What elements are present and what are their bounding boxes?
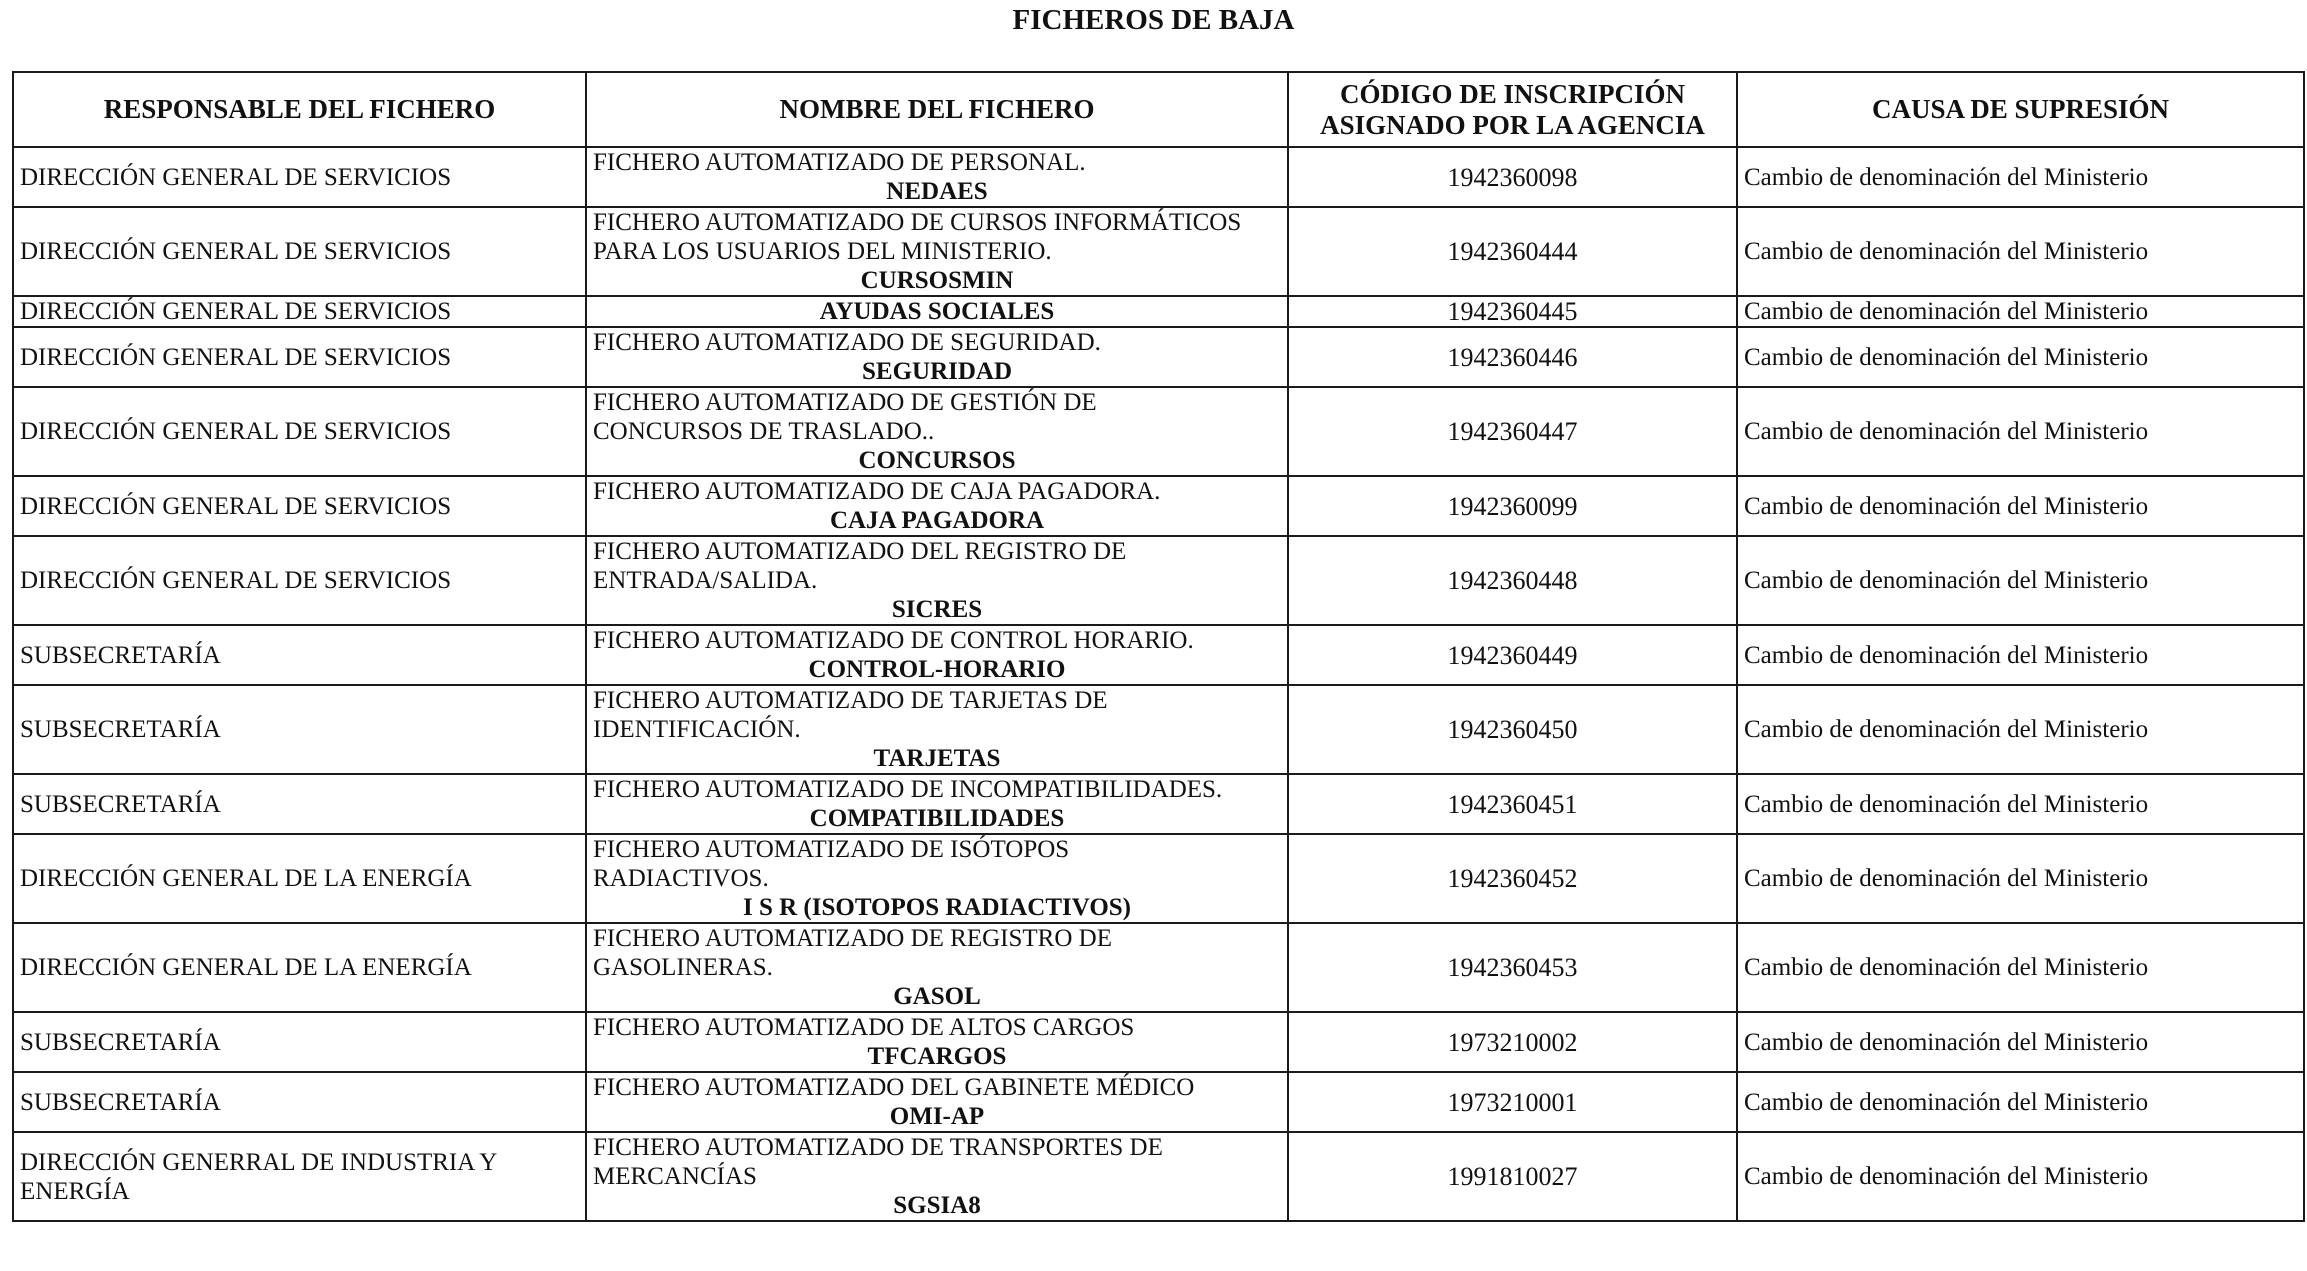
nombre-abreviatura: COMPATIBILIDADES xyxy=(809,805,1065,832)
cell-responsable: SUBSECRETARÍA xyxy=(13,1072,586,1132)
nombre-text: FICHERO AUTOMATIZADO DEL GABINETE MÉDICO xyxy=(593,1074,1195,1101)
cell-nombre xyxy=(586,327,1288,387)
nombre-abreviatura: OMI-AP xyxy=(889,1103,985,1130)
cell-responsable: SUBSECRETARÍA xyxy=(13,685,586,774)
cell-nombre xyxy=(586,625,1288,685)
cell-causa: Cambio de denominación del Ministerio xyxy=(1737,476,2304,536)
cell-nombre xyxy=(586,1132,1288,1221)
nombre-text: FICHERO AUTOMATIZADO DE INCOMPATIBILIDADES. xyxy=(593,776,1223,803)
table-row xyxy=(13,1072,2304,1132)
nombre-abreviatura: SGSIA8 xyxy=(893,1192,981,1219)
nombre-abreviatura: I S R (ISOTOPOS RADIACTIVOS) xyxy=(742,894,1131,921)
table-row xyxy=(13,625,2304,685)
cell-responsable: DIRECCIÓN GENERAL DE SERVICIOS xyxy=(13,387,586,476)
table-row xyxy=(13,923,2304,1012)
page-title: FICHEROS DE BAJA xyxy=(1012,4,1295,36)
table-row xyxy=(13,536,2304,625)
cell-causa: Cambio de denominación del Ministerio xyxy=(1737,1012,2304,1072)
cell-responsable: DIRECCIÓN GENERAL DE SERVICIOS xyxy=(13,296,586,327)
cell-causa: Cambio de denominación del Ministerio xyxy=(1737,625,2304,685)
cell-nombre xyxy=(586,296,1288,327)
table-row xyxy=(13,1012,2304,1072)
cell-responsable: DIRECCIÓN GENERAL DE SERVICIOS xyxy=(13,476,586,536)
cell-codigo: 1973210001 xyxy=(1288,1072,1737,1132)
table-row xyxy=(13,834,2304,923)
cell-codigo: 1942360445 xyxy=(1288,296,1737,327)
cell-causa: Cambio de denominación del Ministerio xyxy=(1737,685,2304,774)
header-row xyxy=(13,72,2304,147)
cell-codigo: 1942360453 xyxy=(1288,923,1737,1012)
nombre-abreviatura: CONCURSOS xyxy=(858,447,1016,474)
cell-causa: Cambio de denominación del Ministerio xyxy=(1737,387,2304,476)
nombre-abreviatura: CURSOSMIN xyxy=(860,267,1014,294)
cell-responsable: SUBSECRETARÍA xyxy=(13,1012,586,1072)
cell-causa: Cambio de denominación del Ministerio xyxy=(1737,536,2304,625)
cell-nombre xyxy=(586,207,1288,296)
cell-responsable: SUBSECRETARÍA xyxy=(13,774,586,834)
nombre-abreviatura: TFCARGOS xyxy=(867,1043,1007,1070)
cell-codigo: 1942360446 xyxy=(1288,327,1737,387)
header-causa: CAUSA DE SUPRESIÓN xyxy=(1737,72,2304,147)
nombre-abreviatura: NEDAES xyxy=(886,178,988,205)
nombre-abreviatura: CAJA PAGADORA xyxy=(829,507,1045,534)
cell-nombre xyxy=(586,923,1288,1012)
files-table xyxy=(12,71,2305,1222)
cell-codigo: 1942360447 xyxy=(1288,387,1737,476)
header-nombre: NOMBRE DEL FICHERO xyxy=(586,72,1288,147)
cell-codigo: 1942360450 xyxy=(1288,685,1737,774)
cell-causa: Cambio de denominación del Ministerio xyxy=(1737,147,2304,207)
cell-nombre xyxy=(586,476,1288,536)
cell-codigo: 1942360452 xyxy=(1288,834,1737,923)
nombre-text: FICHERO AUTOMATIZADO DE CONTROL HORARIO. xyxy=(593,627,1194,654)
table-row xyxy=(13,207,2304,296)
header-responsable: RESPONSABLE DEL FICHERO xyxy=(13,72,586,147)
nombre-text: FICHERO AUTOMATIZADO DE CAJA PAGADORA. xyxy=(593,478,1161,505)
cell-causa: Cambio de denominación del Ministerio xyxy=(1737,774,2304,834)
cell-nombre xyxy=(586,1012,1288,1072)
nombre-text: FICHERO AUTOMATIZADO DE PERSONAL. xyxy=(593,149,1086,176)
cell-responsable: DIRECCIÓN GENERAL DE SERVICIOS xyxy=(13,207,586,296)
cell-codigo: 1942360448 xyxy=(1288,536,1737,625)
nombre-text: FICHERO AUTOMATIZADO DEL REGISTRO DE ENTRADA/SALIDA. xyxy=(593,538,1127,594)
nombre-text: FICHERO AUTOMATIZADO DE GESTIÓN DE CONCURSOS DE TRASLADO.. xyxy=(593,389,1097,445)
cell-codigo: 1942360099 xyxy=(1288,476,1737,536)
nombre-text: FICHERO AUTOMATIZADO DE TARJETAS DE IDENTIFICACIÓN. xyxy=(593,687,1108,743)
cell-causa: Cambio de denominación del Ministerio xyxy=(1737,207,2304,296)
cell-responsable: DIRECCIÓN GENERAL DE LA ENERGÍA xyxy=(13,923,586,1012)
table-row xyxy=(13,774,2304,834)
nombre-abreviatura: CONTROL-HORARIO xyxy=(808,656,1066,683)
cell-responsable: DIRECCIÓN GENERAL DE LA ENERGÍA xyxy=(13,834,586,923)
nombre-abreviatura: SICRES xyxy=(891,596,983,623)
cell-responsable: SUBSECRETARÍA xyxy=(13,625,586,685)
cell-codigo: 1942360449 xyxy=(1288,625,1737,685)
cell-codigo: 1973210002 xyxy=(1288,1012,1737,1072)
nombre-text: FICHERO AUTOMATIZADO DE CURSOS INFORMÁTICOS PARA LOS USUARIOS DEL MINISTERIO. xyxy=(593,209,1242,265)
table-row xyxy=(13,387,2304,476)
nombre-abreviatura: AYUDAS SOCIALES xyxy=(819,298,1055,325)
table-row xyxy=(13,327,2304,387)
table-row xyxy=(13,1132,2304,1221)
nombre-abreviatura: TARJETAS xyxy=(873,745,1001,772)
cell-codigo: 1942360451 xyxy=(1288,774,1737,834)
cell-causa: Cambio de denominación del Ministerio xyxy=(1737,1072,2304,1132)
nombre-text: FICHERO AUTOMATIZADO DE ALTOS CARGOS xyxy=(593,1014,1135,1041)
nombre-abreviatura: SEGURIDAD xyxy=(861,358,1013,385)
cell-causa: Cambio de denominación del Ministerio xyxy=(1737,1132,2304,1221)
cell-nombre xyxy=(586,834,1288,923)
cell-causa: Cambio de denominación del Ministerio xyxy=(1737,327,2304,387)
cell-nombre xyxy=(586,685,1288,774)
cell-responsable: DIRECCIÓN GENERRAL DE INDUSTRIA Y ENERGÍA xyxy=(13,1132,586,1221)
table-row xyxy=(13,147,2304,207)
nombre-text: FICHERO AUTOMATIZADO DE ISÓTOPOS RADIACTIVOS. xyxy=(593,836,1070,892)
table-row xyxy=(13,685,2304,774)
nombre-text: FICHERO AUTOMATIZADO DE TRANSPORTES DE MERCANCÍAS xyxy=(593,1134,1163,1190)
cell-codigo: 1991810027 xyxy=(1288,1132,1737,1221)
cell-nombre xyxy=(586,774,1288,834)
cell-nombre xyxy=(586,147,1288,207)
cell-responsable: DIRECCIÓN GENERAL DE SERVICIOS xyxy=(13,147,586,207)
cell-codigo: 1942360444 xyxy=(1288,207,1737,296)
header-codigo-line1: CÓDIGO DE INSCRIPCIÓN xyxy=(1339,78,1686,109)
table-body xyxy=(13,147,2304,1221)
cell-nombre xyxy=(586,536,1288,625)
cell-codigo: 1942360098 xyxy=(1288,147,1737,207)
cell-responsable: DIRECCIÓN GENERAL DE SERVICIOS xyxy=(13,327,586,387)
nombre-abreviatura: GASOL xyxy=(893,983,981,1010)
cell-responsable: DIRECCIÓN GENERAL DE SERVICIOS xyxy=(13,536,586,625)
nombre-text: FICHERO AUTOMATIZADO DE REGISTRO DE GASOLINERAS. xyxy=(593,925,1112,981)
cell-causa: Cambio de denominación del Ministerio xyxy=(1737,296,2304,327)
header-codigo xyxy=(1288,72,1737,147)
cell-causa: Cambio de denominación del Ministerio xyxy=(1737,923,2304,1012)
cell-nombre xyxy=(586,1072,1288,1132)
header-codigo-line2: ASIGNADO POR LA AGENCIA xyxy=(1320,109,1705,140)
cell-nombre xyxy=(586,387,1288,476)
table-row xyxy=(13,296,2304,327)
nombre-text: FICHERO AUTOMATIZADO DE SEGURIDAD. xyxy=(593,329,1101,356)
table-row xyxy=(13,476,2304,536)
cell-causa: Cambio de denominación del Ministerio xyxy=(1737,834,2304,923)
